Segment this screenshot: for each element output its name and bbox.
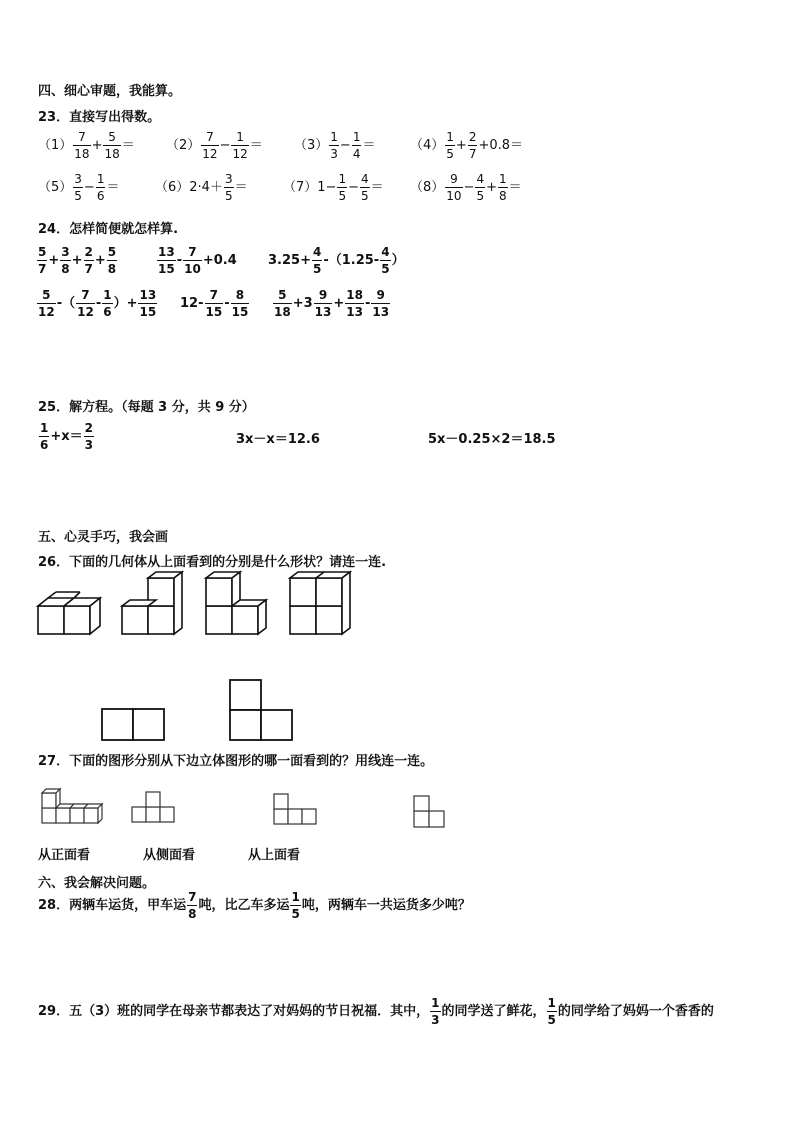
q26-top-view-1 bbox=[100, 706, 166, 742]
q27-solid bbox=[40, 786, 102, 826]
section-4-title: 四、细心审题，我能算。 bbox=[38, 84, 182, 99]
q27-label-top: 从上面看 bbox=[248, 848, 301, 863]
q25-equation-1: $\frac{1}{6}$ +x＝ $\frac{2}{3}$ bbox=[40, 421, 93, 452]
q24-expr-1: $\frac{5}{7}$ + $\frac{3}{8}$ + $\frac{2}{7}$ + $\frac{5}{8}$ bbox=[38, 245, 117, 276]
q29-text: 29．五（3）班的同学在母亲节都表达了对妈妈的节日祝福．其中， $\frac{1}{3}$ 的同学送了鲜花， $\frac{1}{5}$ 的同学给了妈妈一个香香的 bbox=[38, 996, 714, 1027]
q28-text: 28．两辆车运货，甲车运 $\frac{7}{8}$ 吨，比乙车多运 $\frac{1}{5}$ 吨，两辆车一共运货多少吨？ bbox=[38, 890, 471, 921]
q27-view-1 bbox=[130, 790, 176, 824]
q26-solid-1 bbox=[36, 588, 100, 636]
q26-solid-4 bbox=[288, 576, 354, 636]
q27-label-side: 从侧面看 bbox=[143, 848, 196, 863]
q26-title: 26．下面的几何体从上面看到的分别是什么形状？请连一连. bbox=[38, 555, 387, 570]
q27-label-front: 从正面看 bbox=[38, 848, 91, 863]
q23-item-8: （8） $\frac{9}{10}$ − $\frac{4}{5}$ + $\frac{1}{8}$ ＝ bbox=[410, 172, 522, 203]
q26-solid-3 bbox=[204, 576, 270, 636]
q23-item-4: （4） $\frac{1}{5}$ + $\frac{2}{7}$ +0.8＝ bbox=[410, 130, 524, 161]
q24-title: 24．怎样简便就怎样算. bbox=[38, 222, 179, 237]
q25-equation-2: 3x－x＝12.6 bbox=[236, 432, 320, 447]
q24-expr-3: 3.25+ $\frac{4}{5}$ -（1.25- $\frac{4}{5}$ ） bbox=[268, 245, 405, 276]
q26-top-view-2 bbox=[228, 678, 294, 742]
q27-title: 27．下面的图形分别从下边立体图形的哪一面看到的？用线连一连。 bbox=[38, 754, 434, 769]
q23-item-5: （5） $\frac{3}{5}$ − $\frac{1}{6}$ ＝ bbox=[38, 172, 120, 203]
q23-item-6: （6）2·4＋ $\frac{3}{5}$ ＝ bbox=[155, 172, 248, 203]
q27-view-3 bbox=[412, 794, 448, 830]
q24-expr-6: $\frac{5}{18}$ +3 $\frac{9}{13}$ + $\frac{18}{13}$ - $\frac{9}{13}$ bbox=[274, 288, 390, 319]
q23-item-1: （1） $\frac{7}{18}$ + $\frac{5}{18}$ ＝ bbox=[38, 130, 135, 161]
section-5-title: 五、心灵手巧，我会画 bbox=[38, 530, 169, 545]
q25-title: 25．解方程。（每题 3 分，共 9 分） bbox=[38, 400, 255, 415]
q23-item-2: （2） $\frac{7}{12}$ − $\frac{1}{12}$ ＝ bbox=[166, 130, 263, 161]
q24-expr-5: 12- $\frac{7}{15}$ - $\frac{8}{15}$ bbox=[180, 288, 249, 319]
q23-item-7: （7）1− $\frac{1}{5}$ − $\frac{4}{5}$ ＝ bbox=[283, 172, 384, 203]
q23-title: 23．直接写出得数。 bbox=[38, 110, 161, 125]
q23-item-3: （3） $\frac{1}{3}$ − $\frac{1}{4}$ ＝ bbox=[294, 130, 376, 161]
q25-equation-3: 5x－0.25×2＝18.5 bbox=[428, 432, 556, 447]
q24-expr-4: $\frac{5}{12}$ -（ $\frac{7}{12}$ - $\frac{1}{6}$ ）+ $\frac{13}{15}$ bbox=[38, 288, 157, 319]
q24-expr-2: $\frac{13}{15}$ - $\frac{7}{10}$ +0.4 bbox=[158, 245, 237, 276]
q26-solid-2 bbox=[120, 576, 186, 636]
q27-view-2 bbox=[272, 792, 320, 826]
section-6-title: 六、我会解决问题。 bbox=[38, 876, 156, 891]
